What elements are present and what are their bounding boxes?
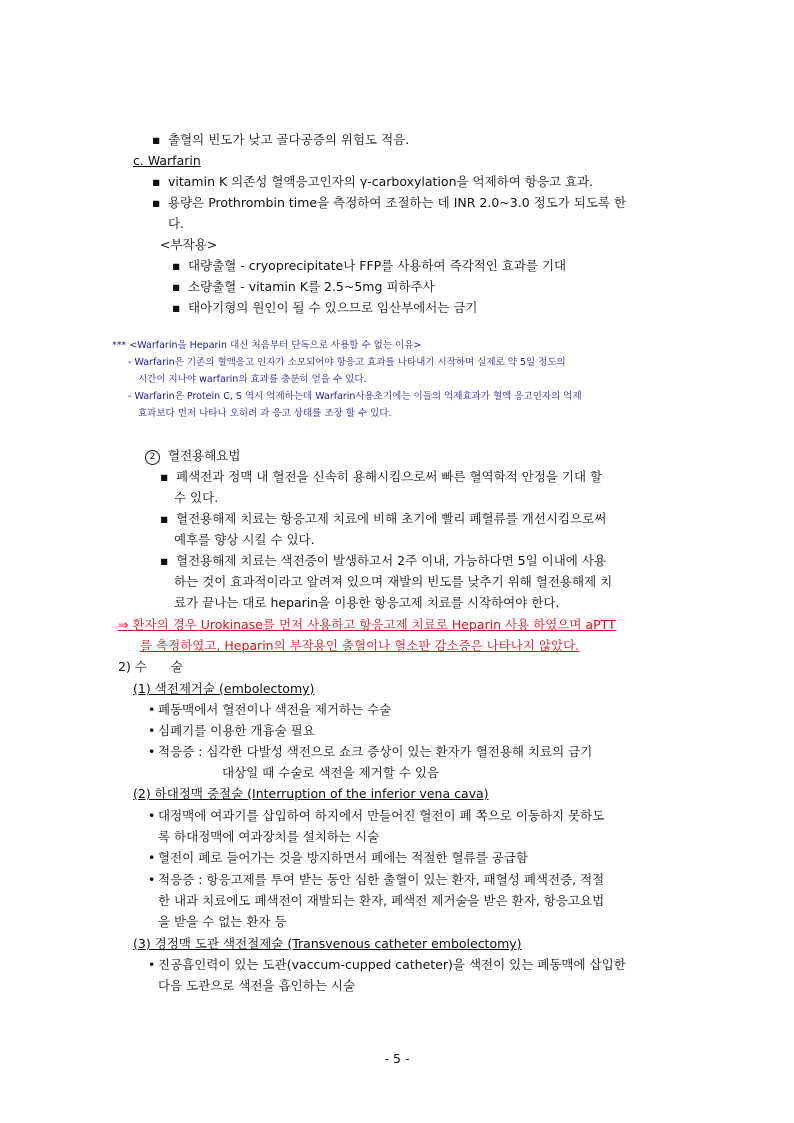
note-line: - Warfarin은 기존의 혈액응고 인자가 소모되어야 항응고 효과를 나타내기 시작하며 실제로 약 5일 정도의 <box>128 357 566 368</box>
bullet-item: ▪ 용량은 Prothrombin time을 측정하여 조절하는 데 INR 2.0~3.0 정도가 되도록 한 <box>152 195 627 210</box>
case-note-line: ⇒ 환자의 경우 Urokinase를 먼저 사용하고 항응고제 치료로 Heparin 사용 하였으며 aPTT <box>118 617 616 632</box>
thrombolysis-heading: 2 혈전용해요법 <box>145 447 240 465</box>
bullet-item: ▪ 혈전용해제 치료는 색전증이 발생하고서 2주 이내, 가능하다면 5일 이내에 사용 <box>160 553 606 568</box>
bullet-item: ▪ vitamin K 의존성 혈액응고인자의 γ-carboxylation을 억제하여 항응고 효과. <box>152 174 594 189</box>
subsection-heading-embolectomy: (1) 색전제거술 (embolectomy) <box>133 681 315 696</box>
bullet-item: • 폐동맥에서 혈전이나 색전을 제거하는 수술 <box>148 702 392 717</box>
bullet-item: • 진공흡인력이 있는 도관(vaccum-cupped catheter)을 색전이 있는 폐동맥에 삽입한 <box>148 957 626 972</box>
bullet-item: • 심폐기를 이용한 개흉술 필요 <box>148 723 315 738</box>
circled-number: 2 <box>145 450 160 465</box>
note-line: 효과보다 먼저 나타나 오히려 과 응고 상태를 조장 할 수 있다. <box>138 408 392 419</box>
page-number: - 5 - <box>384 1051 410 1066</box>
bullet-item: ▪ 폐색전과 정맥 내 혈전을 신속히 용해시킴으로써 빠른 혈역학적 안정을 기대 할 <box>160 469 603 484</box>
bullet-item: • 적응증 : 항응고제를 투여 받는 동안 심한 출혈이 있는 환자, 패혈성 폐색전증, 적절 <box>148 872 605 887</box>
case-note-line: 를 측정하였고, Heparin의 부작용인 출혈이나 혈소판 감소증은 나타나지 않았다. <box>140 638 580 653</box>
note-line: 시간이 지나야 warfarin의 효과를 충분히 얻을 수 있다. <box>138 374 367 385</box>
bullet-continuation: 수 있다. <box>174 490 219 505</box>
note-heading: *** <Warfarin을 Heparin 대신 처음부터 단독으로 사용할 수 없는 이유> <box>112 340 422 351</box>
bullet-item: ▪ 출혈의 빈도가 낮고 골다공증의 위험도 적음. <box>152 132 410 147</box>
bullet-continuation: 한 내과 치료에도 폐색전이 재발되는 환자, 폐색전 제거술을 받은 환자, 항응고요법 <box>158 893 605 908</box>
note-line: - Warfarin은 Protein C, S 역시 억제하는데 Warfarin사용초기에는 이들의 억제효과가 혈액 응고인자의 억제 <box>128 391 582 402</box>
bullet-continuation: 을 받을 수 없는 환자 등 <box>158 914 287 929</box>
bullet-item: • 대정맥에 여과기를 삽입하여 하지에서 만들어진 혈전이 폐 쪽으로 이동하지 못하도 <box>148 808 605 823</box>
section-heading-warfarin: c. Warfarin <box>133 153 201 168</box>
bullet-item: • 적응증 : 심각한 다발성 색전으로 쇼크 증상이 있는 환자가 혈전용해 치료의 금기 <box>148 744 593 759</box>
side-effects-heading: <부작용> <box>160 237 218 252</box>
side-effect-item: ▪ 태아기형의 원인이 될 수 있으므로 임산부에서는 금기 <box>172 300 478 315</box>
bullet-item: ▪ 혈전용해제 치료는 항응고제 치료에 비해 초기에 빨리 폐혈류를 개선시킴으로써 <box>160 511 607 526</box>
side-effect-item: ▪ 대량출혈 - cryoprecipitate나 FFP를 사용하여 즉각적인 효과를 기대 <box>172 258 567 273</box>
subsection-heading-catheter-embolectomy: (3) 경정맥 도관 색전절제술 (Transvenous catheter embolectomy) <box>133 936 522 951</box>
bullet-continuation: 록 하대정맥에 여과장치를 설치하는 시술 <box>158 829 380 844</box>
bullet-continuation: 료가 끝나는 대로 heparin을 이용한 항응고제 치료를 시작하여야 한다. <box>174 595 560 610</box>
bullet-continuation: 대상일 때 수술로 색전을 제거할 수 있음 <box>222 765 440 780</box>
bullet-continuation: 다. <box>168 216 185 231</box>
bullet-continuation: 하는 것이 효과적이라고 알려져 있으며 재발의 빈도를 낮추기 위해 혈전용해제 치 <box>174 574 613 589</box>
bullet-item: • 혈전이 폐로 들어가는 것을 방지하면서 폐에는 적절한 혈류를 공급함 <box>148 850 528 865</box>
bullet-continuation: 다음 도관으로 색전을 흡인하는 시술 <box>158 978 356 993</box>
bullet-continuation: 예후를 향상 시킬 수 있다. <box>174 532 315 547</box>
side-effect-item: ▪ 소량출혈 - vitamin K를 2.5~5mg 피하주사 <box>172 279 435 294</box>
surgery-heading: 2) 수 술 <box>118 659 183 674</box>
subsection-heading-ivc-interruption: (2) 하대정맥 중절술 (Interruption of the inferior vena cava) <box>133 786 489 801</box>
